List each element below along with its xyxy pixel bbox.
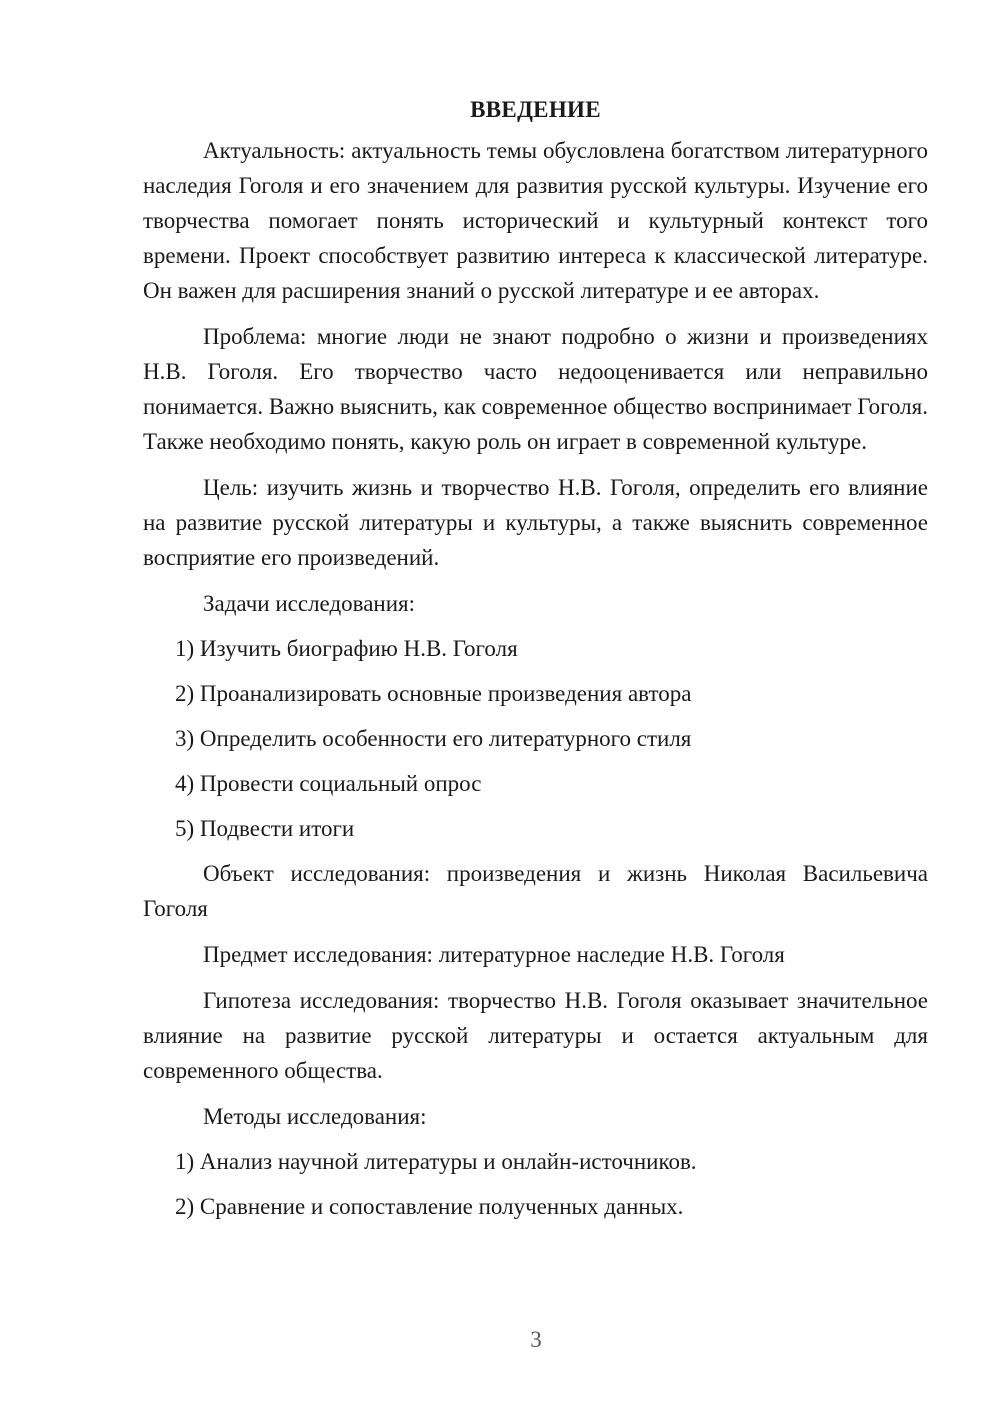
problem-paragraph: Проблема: многие люди не знают подробно о жизни и произведениях Н.В. Гоголя. Его творчество часто недооценивается или неправильно понимается. Важно выяснить, как современное общество воспринимает Гоголя. Также необходимо понять, какую роль он играет в современной культуре.: [143, 324, 928, 454]
task-item: 2) Проанализировать основные произведения автора: [175, 681, 692, 706]
relevance-paragraph: Актуальность: актуальность темы обусловлена богатством литературного наследия Гоголя и его значением для развития русской культуры. Изучение его творчества помогает понять исторический и культурный контекст того времени. Проект способствует развитию интереса к классической литературе. Он важен для расширения знаний о русской литературе и ее авторах.: [143, 138, 928, 303]
task-item: 4) Провести социальный опрос: [175, 771, 482, 796]
method-item: 2) Сравнение и сопоставление полученных данных.: [175, 1194, 684, 1219]
hypothesis-paragraph: Гипотеза исследования: творчество Н.В. Гоголя оказывает значительное влияние на развитие русской литературы и остается актуальным для современного общества.: [143, 988, 928, 1083]
task-item: 5) Подвести итоги: [175, 816, 355, 841]
task-item: 1) Изучить биографию Н.В. Гоголя: [175, 636, 518, 661]
tasks-heading: Задачи исследования:: [203, 591, 416, 616]
task-item: 3) Определить особенности его литературного стиля: [175, 726, 692, 751]
methods-heading: Методы исследования:: [203, 1104, 427, 1129]
goal-paragraph: Цель: изучить жизнь и творчество Н.В. Гоголя, определить его влияние на развитие русской литературы и культуры, а также выяснить современное восприятие его произведений.: [143, 475, 928, 570]
subject-paragraph: Предмет исследования: литературное наследие Н.В. Гоголя: [203, 942, 785, 967]
object-paragraph: Объект исследования: произведения и жизнь Николая Васильевича Гоголя: [143, 861, 928, 921]
method-item: 1) Анализ научной литературы и онлайн-источников.: [175, 1149, 697, 1174]
page-content: [143, 92, 928, 1234]
section-title: ВВЕДЕНИЕ: [470, 97, 601, 122]
page-number: 3: [530, 1327, 542, 1352]
